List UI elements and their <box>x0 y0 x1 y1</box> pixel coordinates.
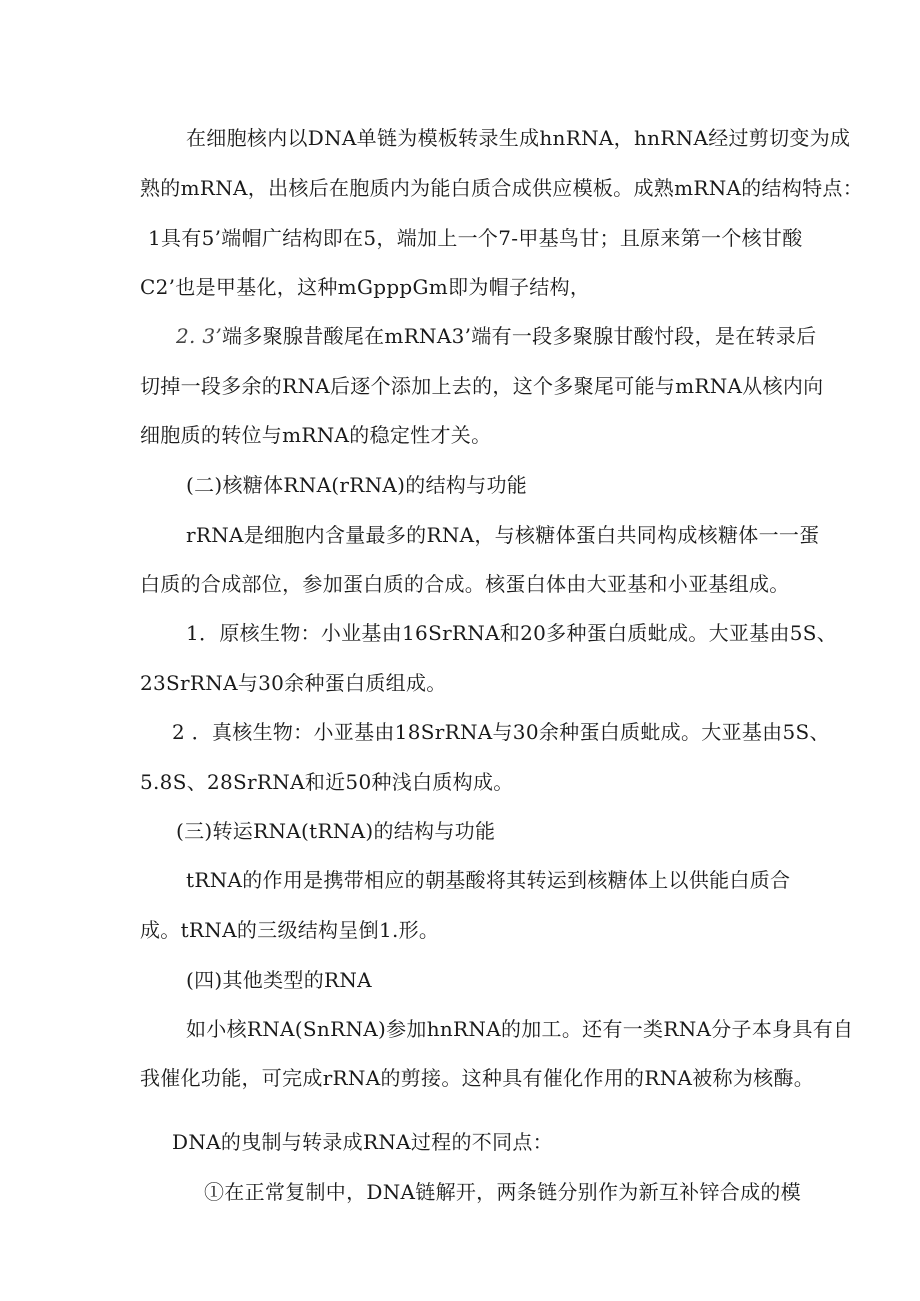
diff-heading: DNA的曳制与转录成RNA过程的不同点： <box>172 1130 553 1154</box>
mrna-tail-line-3: 细胞质的转位与mRNA的稳定性才关。 <box>140 423 492 447</box>
rrna-prokaryote-line-2: 23SrRNA与30余种蛋白质组成。 <box>140 671 447 695</box>
mrna-cap-line-1: 1具有5’端帽广结构即在5，端加上一个7-甲基鸟甘；且原来第一个核甘酸 <box>148 226 803 250</box>
other-rna-heading: (四)其他类型的RNA <box>186 968 372 992</box>
other-rna-para-line-1: 如小核RNA(SnRNA)参加hnRNA的加工。还有一类RNA分子本身具有自 <box>186 1017 854 1041</box>
rrna-eukaryote-line-2: 5.8S、28SrRNA和近50种浅白质构成。 <box>140 770 514 794</box>
diff-point-1: ①在正常复制中，DNA链解开，两条链分别作为新互补锌合成的模 <box>204 1180 801 1204</box>
trna-heading: (三)转运RNA(tRNA)的结构与功能 <box>176 819 496 843</box>
trna-para-line-1: tRNA的作用是携带相应的朝基酸将其转运到核糖体上以供能白质合 <box>186 868 791 892</box>
rrna-para-line-2: 白质的合成部位，参加蛋白质的合成。核蛋白体由大亚基和小亚基组成。 <box>140 572 790 596</box>
list-marker: 2. 3’ <box>176 324 223 348</box>
rrna-heading: (二)核糖体RNA(rRNA)的结构与功能 <box>186 473 528 497</box>
trna-para-line-2: 成。tRNA的三级结构呈倒1.形。 <box>140 918 440 942</box>
rrna-para-line-1: rRNA是细胞内含量最多的RNA，与核糖体蛋白共同构成核糖体一一蛋 <box>186 523 820 547</box>
rrna-prokaryote-line-1: 1．原核生物：小业基由16SrRNA和20多种蛋白质蚍成。大亚基由5S、 <box>186 621 838 645</box>
mrna-tail-line-1-text: 端多聚腺昔酸尾在mRNA3’端有一段多聚腺甘酸忖段，是在转录后 <box>222 324 817 348</box>
other-rna-para-line-2: 我催化功能，可完成rRNA的剪接。这种具有催化作用的RNA被称为核酶。 <box>140 1066 815 1090</box>
mrna-tail-line-1 <box>176 322 816 350</box>
mrna-intro-line-2: 熟的mRNA，出核后在胞质内为能白质合成供应模板。成熟mRNA的结构特点： <box>140 176 864 200</box>
mrna-cap-line-2: C2’也是甲基化，这种mGpppGm即为帽子结构， <box>140 275 591 299</box>
mrna-intro-line-1: 在细胞核内以DNA单链为模板转录生成hnRNA，hnRNA经过剪切变为成 <box>186 126 851 150</box>
mrna-tail-line-2: 切掉一段多余的RNA后逐个添加上去的，这个多聚尾可能与mRNA从核内向 <box>140 374 824 398</box>
rrna-eukaryote-line-1: 2 ．真核生物：小亚基由18SrRNA与30余种蛋白质蚍成。大亚基由5S、 <box>172 720 830 744</box>
